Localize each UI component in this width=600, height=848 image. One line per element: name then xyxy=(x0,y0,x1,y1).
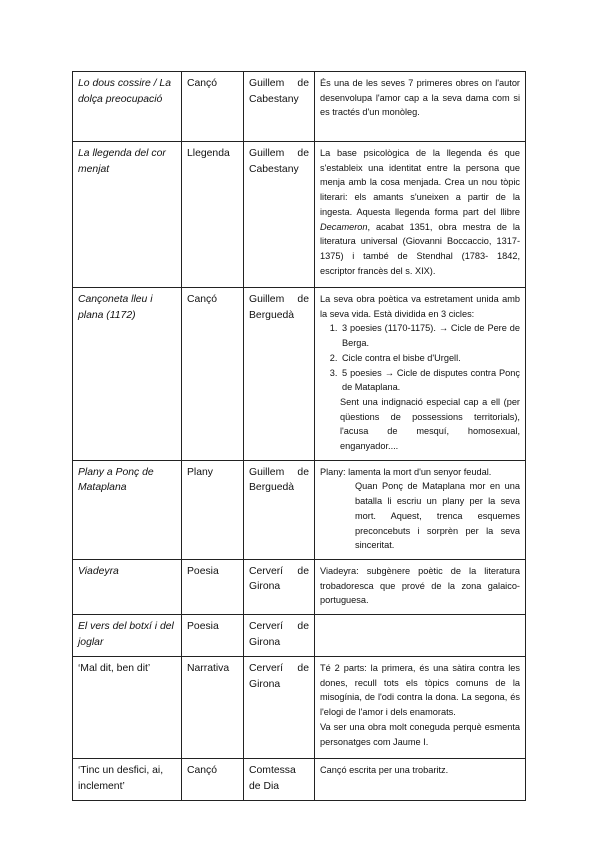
table-row xyxy=(73,460,526,559)
work-author: Comtessa de Dia xyxy=(244,759,315,801)
table-row xyxy=(73,657,526,759)
table-row xyxy=(73,72,526,142)
cycle-item: 3. 5 poesies → Cicle de disputes contra Ponç de Mataplana. xyxy=(340,366,520,395)
work-title: ‘Tinc un desfici, ai, inclement’ xyxy=(73,759,182,801)
description-part: Va ser una obra molt coneguda perquè esmenta personatges com Jaume I. xyxy=(320,721,520,747)
work-description xyxy=(315,460,526,559)
work-author: Cerverí de Girona xyxy=(244,657,315,759)
work-genre: Llegenda xyxy=(182,142,244,288)
description-part: Té 2 parts: la primera, és una sàtira contra les dones, recull tots els tòpics comuns de la misogínia, de l'odi contra la dona. La segona, és l'elogi de l'amor i dels enamorats. xyxy=(320,663,520,718)
description-note: Sent una indignació especial cap a ell (per qüestions de possessions territorials), l'acusa de mesquí, homosexual, enganyador.... xyxy=(340,396,520,452)
work-author: Guillem de Cabestany xyxy=(244,142,315,288)
work-author: Guillem de Berguedà xyxy=(244,288,315,461)
work-description: Cançó escrita per una trobaritz. xyxy=(315,759,526,801)
table-row xyxy=(73,615,526,657)
description-intro: La seva obra poètica va estretament unida amb la seva vida. Està dividida en 3 cicles: xyxy=(320,294,520,319)
table-row xyxy=(73,288,526,461)
table-row xyxy=(73,559,526,614)
work-genre: Poesia xyxy=(182,559,244,614)
work-genre: Narrativa xyxy=(182,657,244,759)
work-description: Viadeyra: subgènere poètic de la literatura trobadoresca que prové de la zona galaico-portuguesa. xyxy=(315,559,526,614)
work-title: Viadeyra xyxy=(73,559,182,614)
work-description: És una de les seves 7 primeres obres on l'autor desenvolupa l'amor cap a la seva dama com si es tractés d'un monòleg. xyxy=(315,72,526,142)
cycles-list xyxy=(320,321,520,395)
work-author: Cerverí de Girona xyxy=(244,615,315,657)
work-author: Guillem de Cabestany xyxy=(244,72,315,142)
description-text: La base psicològica de la llegenda és que s'estableix una identitat entre la persona que menja amb la cosa menjada. Crea un nou tòpic literari: els amants s'uneixen a partir de la ingesta. Aquesta llegenda forma part del llibre xyxy=(320,148,520,217)
work-genre: Poesia xyxy=(182,615,244,657)
work-title: Lo dous cossire / La dolça preocupació xyxy=(73,72,182,142)
work-description xyxy=(315,142,526,288)
description-text: , acabat 1351, obra mestra de la literatura universal (Giovanni Boccaccio, 1317-1375) i també de Stendhal (1783- 1842, escriptor francès del s. XIX). xyxy=(320,221,520,276)
work-description xyxy=(315,615,526,657)
work-genre: Cançó xyxy=(182,288,244,461)
description-note: Quan Ponç de Mataplana mor en una batalla li escriu un plany per la seva mort. Aquest, trenca esquemes preconcebuts i sorprèn per la seva sinceritat. xyxy=(355,481,520,551)
description-intro: Plany: lamenta la mort d'un senyor feudal. xyxy=(320,466,492,477)
work-genre: Plany xyxy=(182,460,244,559)
work-author: Cerverí de Girona xyxy=(244,559,315,614)
work-title: Cançoneta lleu i plana (1172) xyxy=(73,288,182,461)
book-title: Decameron xyxy=(320,221,368,232)
work-description xyxy=(315,288,526,461)
cycle-item: 1. 3 poesies (1170-1175). → Cicle de Pere de Berga. xyxy=(340,321,520,350)
work-title: La llegenda del cor menjat xyxy=(73,142,182,288)
works-table xyxy=(72,71,526,801)
table-row xyxy=(73,759,526,801)
work-genre: Cançó xyxy=(182,759,244,801)
work-genre: Cançó xyxy=(182,72,244,142)
work-description xyxy=(315,657,526,759)
work-author: Guillem de Berguedà xyxy=(244,460,315,559)
work-title: El vers del botxí i del joglar xyxy=(73,615,182,657)
table-row xyxy=(73,142,526,288)
cycle-item: 2. Cicle contra el bisbe d'Urgell. xyxy=(340,351,520,366)
work-title: ‘Mal dit, ben dit’ xyxy=(73,657,182,759)
work-title: Plany a Ponç de Mataplana xyxy=(73,460,182,559)
